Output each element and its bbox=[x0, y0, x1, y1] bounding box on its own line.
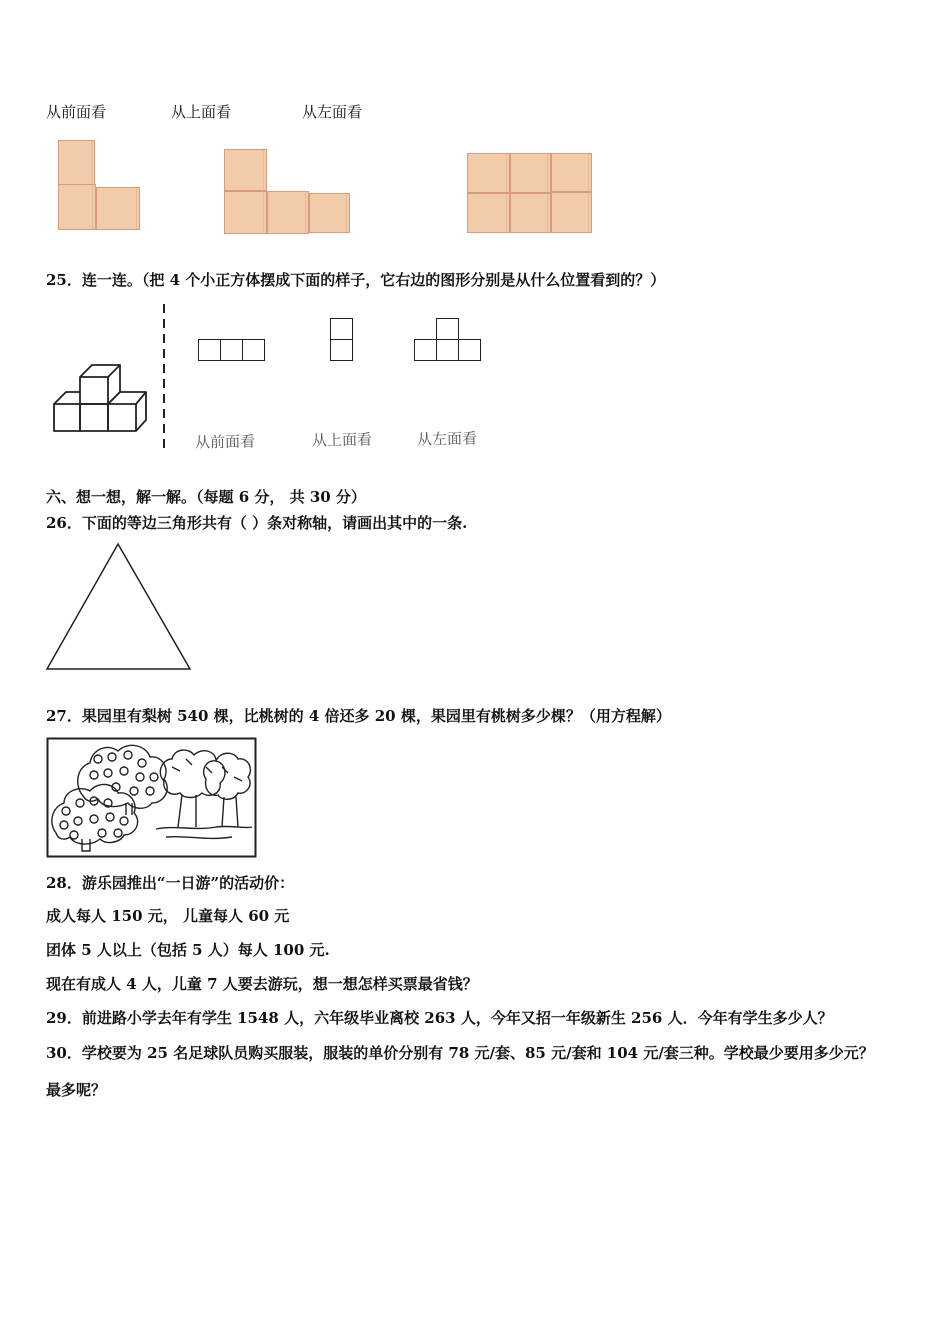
match-label-left: 从左面看 bbox=[416, 429, 478, 449]
question-28-text: 28．游乐园推出“一日游”的活动价： bbox=[46, 874, 295, 892]
equilateral-triangle bbox=[44, 541, 194, 673]
view-label-left: 从左面看 bbox=[302, 103, 363, 121]
section-heading: 六、想一想，解一解。（每题 6 分， 共 30 分） bbox=[46, 488, 366, 506]
question-27-text: 27．果园里有梨树 540 棵，比桃树的 4 倍还多 20 棵，果园里有桃树多少棵？（用方程解） bbox=[46, 707, 671, 725]
question-28-line-4: 现在有成人 4 人，儿童 7 人要去游玩，想一想怎样买票最省钱？ bbox=[46, 975, 478, 993]
dashed-divider bbox=[160, 304, 168, 450]
match-label-top: 从上面看 bbox=[311, 430, 373, 450]
question-26-text: 26．下面的等边三角形共有（ ）条对称轴，请画出其中的一条. bbox=[46, 514, 468, 532]
question-25-text: 25．连一连。（把 4 个小正方体摆成下面的样子，它右边的图形分别是从什么位置看到的？） bbox=[46, 271, 666, 289]
question-30-text: 30．学校要为 25 名足球队员购买服装，服装的单价分别有 78 元/套、85 元/套和 104 元/套三种。学校最少要用多少元？ bbox=[46, 1044, 874, 1062]
question-28-line-3: 团体 5 人以上（包括 5 人）每人 100 元. bbox=[46, 941, 330, 959]
question-28-line-2: 成人每人 150 元， 儿童每人 60 元 bbox=[46, 907, 290, 925]
cube-stack-drawing bbox=[48, 360, 152, 436]
match-label-front: 从前面看 bbox=[194, 432, 256, 452]
orchard-illustration bbox=[46, 737, 258, 859]
view-label-top: 从上面看 bbox=[171, 103, 232, 121]
question-29-text: 29．前进路小学去年有学生 1548 人，六年级毕业离校 263 人，今年又招一年级新生 256 人．今年有学生多少人？ bbox=[46, 1009, 833, 1027]
question-30-line-2: 最多呢？ bbox=[46, 1081, 107, 1099]
view-label-front: 从前面看 bbox=[46, 103, 107, 121]
